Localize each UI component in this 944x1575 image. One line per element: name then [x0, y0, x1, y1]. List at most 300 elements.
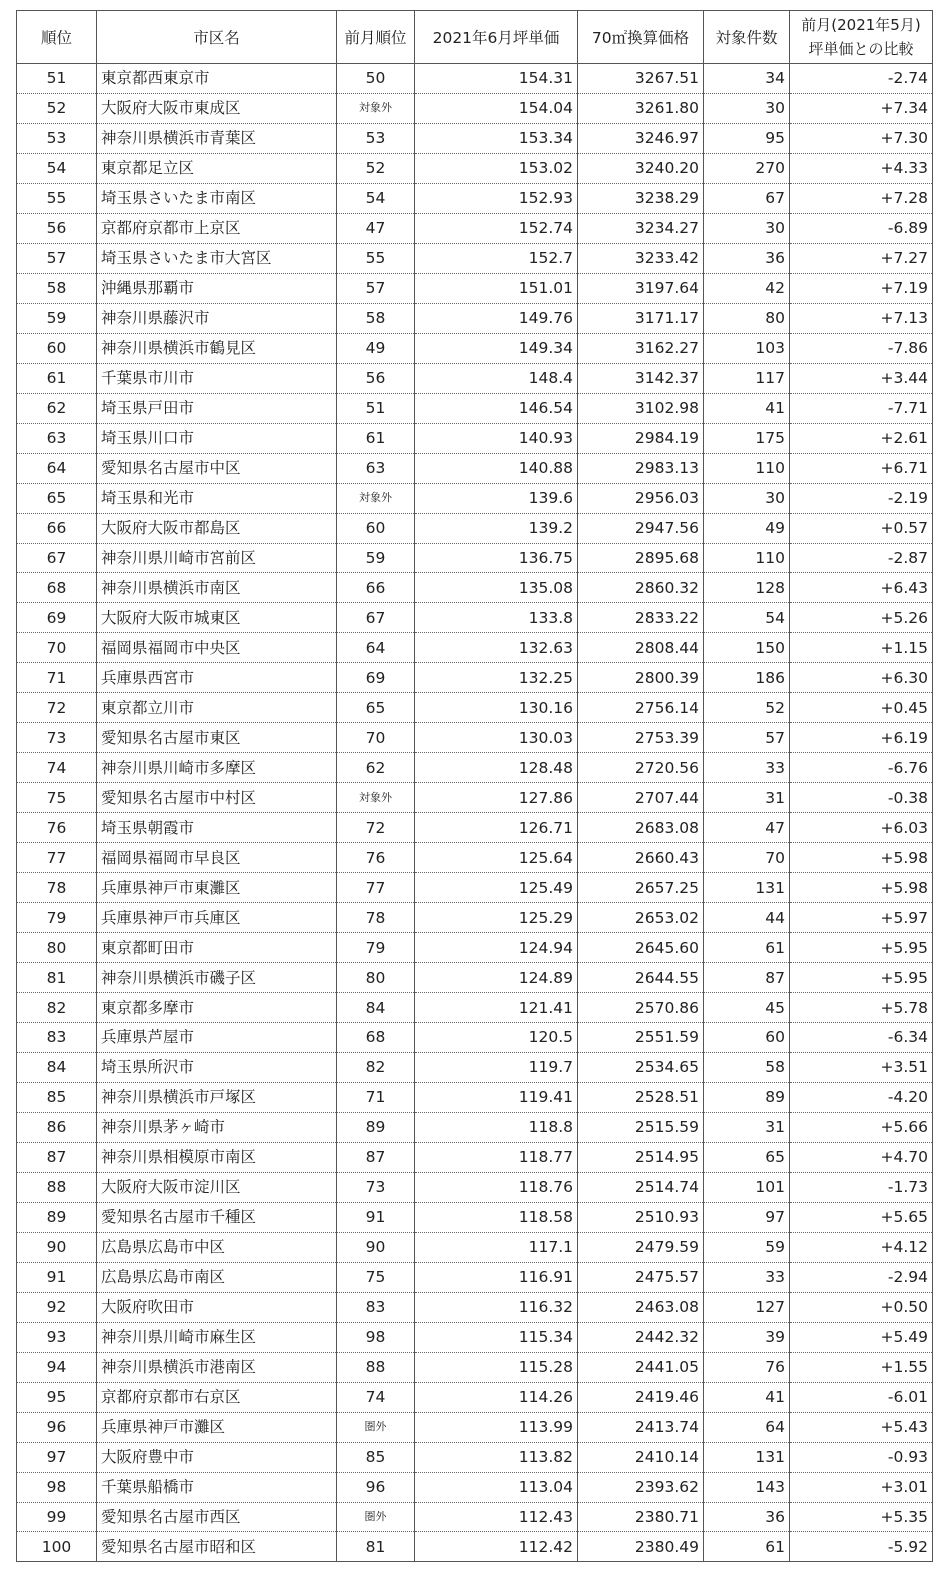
cell-tsubo-price: 132.25	[415, 663, 578, 693]
cell-rank: 83	[17, 1023, 97, 1053]
cell-price-70: 2720.56	[578, 753, 704, 783]
cell-rank: 54	[17, 153, 97, 183]
cell-city: 神奈川県茅ヶ崎市	[97, 1112, 337, 1142]
cell-compare: -0.38	[790, 783, 933, 813]
cell-count: 97	[704, 1202, 790, 1232]
cell-price-70: 3142.37	[578, 363, 704, 393]
cell-city: 広島県広島市南区	[97, 1262, 337, 1292]
cell-price-70: 2753.39	[578, 723, 704, 753]
cell-prev-rank: 85	[337, 1442, 415, 1472]
header-row	[17, 11, 933, 64]
table-row	[17, 183, 933, 213]
cell-rank: 91	[17, 1262, 97, 1292]
cell-rank: 81	[17, 963, 97, 993]
cell-price-70: 2660.43	[578, 843, 704, 873]
cell-rank: 66	[17, 513, 97, 543]
cell-count: 65	[704, 1142, 790, 1172]
cell-prev-rank: 61	[337, 423, 415, 453]
cell-count: 186	[704, 663, 790, 693]
cell-city: 神奈川県横浜市戸塚区	[97, 1082, 337, 1112]
table-row	[17, 1412, 933, 1442]
cell-prev-rank: 58	[337, 303, 415, 333]
cell-prev-rank: 64	[337, 633, 415, 663]
cell-rank: 72	[17, 693, 97, 723]
cell-compare: -0.93	[790, 1442, 933, 1472]
cell-city: 愛知県名古屋市東区	[97, 723, 337, 753]
cell-count: 45	[704, 993, 790, 1023]
cell-tsubo-price: 139.6	[415, 483, 578, 513]
cell-tsubo-price: 153.34	[415, 123, 578, 153]
table-row	[17, 1232, 933, 1262]
cell-price-70: 2441.05	[578, 1352, 704, 1382]
cell-price-70: 2860.32	[578, 573, 704, 603]
cell-tsubo-price: 152.7	[415, 243, 578, 273]
cell-city: 広島県広島市中区	[97, 1232, 337, 1262]
cell-compare: +3.01	[790, 1472, 933, 1502]
cell-city: 兵庫県芦屋市	[97, 1023, 337, 1053]
cell-compare: +5.98	[790, 843, 933, 873]
cell-city: 東京都足立区	[97, 153, 337, 183]
cell-price-70: 2683.08	[578, 813, 704, 843]
cell-tsubo-price: 152.74	[415, 213, 578, 243]
cell-prev-rank: 対象外	[337, 93, 415, 123]
table-row	[17, 903, 933, 933]
cell-city: 神奈川県横浜市磯子区	[97, 963, 337, 993]
cell-tsubo-price: 113.04	[415, 1472, 578, 1502]
cell-prev-rank: 55	[337, 243, 415, 273]
ranking-table	[16, 10, 933, 1562]
cell-price-70: 2833.22	[578, 603, 704, 633]
cell-tsubo-price: 116.32	[415, 1292, 578, 1322]
cell-rank: 99	[17, 1502, 97, 1532]
cell-tsubo-price: 139.2	[415, 513, 578, 543]
cell-price-70: 2380.71	[578, 1502, 704, 1532]
cell-prev-rank: 70	[337, 723, 415, 753]
cell-count: 87	[704, 963, 790, 993]
cell-price-70: 2756.14	[578, 693, 704, 723]
table-row	[17, 993, 933, 1023]
cell-tsubo-price: 146.54	[415, 393, 578, 423]
cell-price-70: 3102.98	[578, 393, 704, 423]
cell-city: 埼玉県朝霞市	[97, 813, 337, 843]
cell-rank: 88	[17, 1172, 97, 1202]
cell-compare: -2.74	[790, 64, 933, 94]
cell-prev-rank: 67	[337, 603, 415, 633]
cell-tsubo-price: 120.5	[415, 1023, 578, 1053]
cell-prev-rank: 66	[337, 573, 415, 603]
cell-rank: 84	[17, 1052, 97, 1082]
cell-tsubo-price: 135.08	[415, 573, 578, 603]
cell-rank: 59	[17, 303, 97, 333]
cell-rank: 53	[17, 123, 97, 153]
table-row	[17, 1322, 933, 1352]
cell-rank: 85	[17, 1082, 97, 1112]
cell-count: 64	[704, 1412, 790, 1442]
cell-count: 117	[704, 363, 790, 393]
cell-count: 80	[704, 303, 790, 333]
cell-rank: 67	[17, 543, 97, 573]
cell-city: 兵庫県西宮市	[97, 663, 337, 693]
cell-rank: 79	[17, 903, 97, 933]
cell-tsubo-price: 149.76	[415, 303, 578, 333]
table-row	[17, 1172, 933, 1202]
cell-prev-rank: 53	[337, 123, 415, 153]
cell-price-70: 2956.03	[578, 483, 704, 513]
cell-count: 58	[704, 1052, 790, 1082]
cell-price-70: 3171.17	[578, 303, 704, 333]
cell-price-70: 2410.14	[578, 1442, 704, 1472]
cell-rank: 52	[17, 93, 97, 123]
cell-city: 兵庫県神戸市兵庫区	[97, 903, 337, 933]
cell-prev-rank: 96	[337, 1472, 415, 1502]
header-rank: 順位	[17, 11, 97, 64]
cell-city: 大阪府大阪市城東区	[97, 603, 337, 633]
cell-count: 30	[704, 93, 790, 123]
cell-count: 127	[704, 1292, 790, 1322]
cell-price-70: 2514.74	[578, 1172, 704, 1202]
cell-rank: 80	[17, 933, 97, 963]
table-row	[17, 513, 933, 543]
cell-count: 67	[704, 183, 790, 213]
cell-rank: 55	[17, 183, 97, 213]
cell-price-70: 2393.62	[578, 1472, 704, 1502]
header-compare	[790, 11, 933, 64]
cell-tsubo-price: 127.86	[415, 783, 578, 813]
cell-count: 61	[704, 1532, 790, 1562]
cell-city: 東京都町田市	[97, 933, 337, 963]
cell-compare: +6.43	[790, 573, 933, 603]
cell-tsubo-price: 126.71	[415, 813, 578, 843]
cell-city: 大阪府豊中市	[97, 1442, 337, 1472]
cell-tsubo-price: 119.7	[415, 1052, 578, 1082]
cell-tsubo-price: 140.93	[415, 423, 578, 453]
cell-price-70: 3162.27	[578, 333, 704, 363]
cell-rank: 70	[17, 633, 97, 663]
cell-compare: +7.28	[790, 183, 933, 213]
cell-compare: +5.95	[790, 933, 933, 963]
cell-tsubo-price: 112.42	[415, 1532, 578, 1562]
cell-prev-rank: 49	[337, 333, 415, 363]
cell-city: 埼玉県さいたま市大宮区	[97, 243, 337, 273]
cell-price-70: 3233.42	[578, 243, 704, 273]
cell-price-70: 2380.49	[578, 1532, 704, 1562]
cell-count: 110	[704, 543, 790, 573]
table-row	[17, 933, 933, 963]
table-row	[17, 1023, 933, 1053]
cell-city: 愛知県名古屋市西区	[97, 1502, 337, 1532]
cell-count: 42	[704, 273, 790, 303]
cell-compare: +5.78	[790, 993, 933, 1023]
table-row	[17, 1262, 933, 1292]
cell-city: 東京都立川市	[97, 693, 337, 723]
cell-prev-rank: 88	[337, 1352, 415, 1382]
cell-tsubo-price: 133.8	[415, 603, 578, 633]
table-row	[17, 693, 933, 723]
cell-prev-rank: 81	[337, 1532, 415, 1562]
cell-prev-rank: 圏外	[337, 1502, 415, 1532]
table-row	[17, 1292, 933, 1322]
cell-rank: 78	[17, 873, 97, 903]
cell-count: 60	[704, 1023, 790, 1053]
table-body	[17, 64, 933, 1562]
cell-compare: -5.92	[790, 1532, 933, 1562]
cell-tsubo-price: 117.1	[415, 1232, 578, 1262]
cell-count: 36	[704, 243, 790, 273]
cell-city: 沖縄県那覇市	[97, 273, 337, 303]
cell-prev-rank: 51	[337, 393, 415, 423]
cell-compare: +0.50	[790, 1292, 933, 1322]
cell-rank: 92	[17, 1292, 97, 1322]
cell-city: 愛知県名古屋市中区	[97, 453, 337, 483]
cell-prev-rank: 50	[337, 64, 415, 94]
cell-price-70: 2653.02	[578, 903, 704, 933]
header-count: 対象件数	[704, 11, 790, 64]
cell-city: 愛知県名古屋市昭和区	[97, 1532, 337, 1562]
table-row	[17, 663, 933, 693]
cell-compare: +6.30	[790, 663, 933, 693]
cell-price-70: 2528.51	[578, 1082, 704, 1112]
cell-price-70: 3234.27	[578, 213, 704, 243]
cell-tsubo-price: 154.04	[415, 93, 578, 123]
cell-compare: -6.34	[790, 1023, 933, 1053]
cell-city: 京都府京都市上京区	[97, 213, 337, 243]
table-row	[17, 843, 933, 873]
table-row	[17, 123, 933, 153]
cell-price-70: 3240.20	[578, 153, 704, 183]
cell-compare: +0.45	[790, 693, 933, 723]
cell-tsubo-price: 113.82	[415, 1442, 578, 1472]
cell-tsubo-price: 118.58	[415, 1202, 578, 1232]
cell-city: 大阪府大阪市都島区	[97, 513, 337, 543]
cell-prev-rank: 47	[337, 213, 415, 243]
cell-rank: 64	[17, 453, 97, 483]
cell-prev-rank: 65	[337, 693, 415, 723]
cell-compare: -7.71	[790, 393, 933, 423]
cell-tsubo-price: 149.34	[415, 333, 578, 363]
table-row	[17, 483, 933, 513]
cell-city: 埼玉県和光市	[97, 483, 337, 513]
cell-prev-rank: 79	[337, 933, 415, 963]
cell-prev-rank: 77	[337, 873, 415, 903]
cell-tsubo-price: 125.29	[415, 903, 578, 933]
cell-tsubo-price: 124.89	[415, 963, 578, 993]
cell-tsubo-price: 128.48	[415, 753, 578, 783]
cell-compare: -1.73	[790, 1172, 933, 1202]
cell-tsubo-price: 136.75	[415, 543, 578, 573]
cell-count: 101	[704, 1172, 790, 1202]
cell-tsubo-price: 124.94	[415, 933, 578, 963]
cell-count: 52	[704, 693, 790, 723]
cell-city: 埼玉県所沢市	[97, 1052, 337, 1082]
cell-price-70: 3267.51	[578, 64, 704, 94]
cell-count: 54	[704, 603, 790, 633]
cell-count: 76	[704, 1352, 790, 1382]
cell-tsubo-price: 132.63	[415, 633, 578, 663]
cell-prev-rank: 54	[337, 183, 415, 213]
header-prev-rank: 前月順位	[337, 11, 415, 64]
cell-price-70: 2645.60	[578, 933, 704, 963]
table-row	[17, 333, 933, 363]
table-header	[17, 11, 933, 64]
cell-rank: 69	[17, 603, 97, 633]
cell-prev-rank: 91	[337, 1202, 415, 1232]
cell-prev-rank: 83	[337, 1292, 415, 1322]
cell-price-70: 2463.08	[578, 1292, 704, 1322]
cell-compare: +5.98	[790, 873, 933, 903]
cell-prev-rank: 62	[337, 753, 415, 783]
cell-price-70: 2644.55	[578, 963, 704, 993]
cell-compare: +5.49	[790, 1322, 933, 1352]
cell-price-70: 2707.44	[578, 783, 704, 813]
table-row	[17, 813, 933, 843]
table-row	[17, 273, 933, 303]
cell-city: 埼玉県戸田市	[97, 393, 337, 423]
cell-count: 41	[704, 1382, 790, 1412]
cell-count: 131	[704, 873, 790, 903]
cell-price-70: 2419.46	[578, 1382, 704, 1412]
cell-prev-rank: 73	[337, 1172, 415, 1202]
cell-tsubo-price: 148.4	[415, 363, 578, 393]
cell-price-70: 2570.86	[578, 993, 704, 1023]
cell-prev-rank: 52	[337, 153, 415, 183]
cell-rank: 87	[17, 1142, 97, 1172]
cell-rank: 60	[17, 333, 97, 363]
cell-count: 61	[704, 933, 790, 963]
cell-count: 103	[704, 333, 790, 363]
cell-prev-rank: 98	[337, 1322, 415, 1352]
cell-rank: 75	[17, 783, 97, 813]
cell-city: 埼玉県川口市	[97, 423, 337, 453]
cell-prev-rank: 87	[337, 1142, 415, 1172]
cell-compare: -2.19	[790, 483, 933, 513]
table-row	[17, 573, 933, 603]
table-row	[17, 1472, 933, 1502]
cell-compare: +2.61	[790, 423, 933, 453]
cell-compare: +4.70	[790, 1142, 933, 1172]
cell-count: 41	[704, 393, 790, 423]
cell-rank: 73	[17, 723, 97, 753]
cell-compare: +1.15	[790, 633, 933, 663]
cell-price-70: 3261.80	[578, 93, 704, 123]
cell-count: 70	[704, 843, 790, 873]
cell-tsubo-price: 140.88	[415, 453, 578, 483]
cell-rank: 74	[17, 753, 97, 783]
cell-compare: +7.13	[790, 303, 933, 333]
cell-compare: +4.33	[790, 153, 933, 183]
cell-price-70: 2895.68	[578, 543, 704, 573]
cell-count: 30	[704, 483, 790, 513]
cell-city: 神奈川県藤沢市	[97, 303, 337, 333]
cell-city: 神奈川県川崎市多摩区	[97, 753, 337, 783]
header-price-70: 70㎡換算価格	[578, 11, 704, 64]
cell-city: 神奈川県横浜市青葉区	[97, 123, 337, 153]
cell-count: 36	[704, 1502, 790, 1532]
cell-count: 39	[704, 1322, 790, 1352]
cell-prev-rank: 69	[337, 663, 415, 693]
table-row	[17, 1142, 933, 1172]
cell-count: 30	[704, 213, 790, 243]
table-row	[17, 153, 933, 183]
cell-compare: +7.34	[790, 93, 933, 123]
cell-city: 大阪府大阪市淀川区	[97, 1172, 337, 1202]
cell-rank: 100	[17, 1532, 97, 1562]
cell-city: 東京都西東京市	[97, 64, 337, 94]
cell-compare: -2.94	[790, 1262, 933, 1292]
table-row	[17, 873, 933, 903]
cell-prev-rank: 60	[337, 513, 415, 543]
cell-count: 34	[704, 64, 790, 94]
table-row	[17, 1352, 933, 1382]
cell-tsubo-price: 125.64	[415, 843, 578, 873]
cell-tsubo-price: 130.03	[415, 723, 578, 753]
cell-rank: 76	[17, 813, 97, 843]
cell-prev-rank: 80	[337, 963, 415, 993]
header-compare-line2: 坪単価との比較	[808, 40, 914, 58]
cell-rank: 62	[17, 393, 97, 423]
cell-compare: -4.20	[790, 1082, 933, 1112]
table-row	[17, 1442, 933, 1472]
table-row	[17, 93, 933, 123]
cell-city: 愛知県名古屋市中村区	[97, 783, 337, 813]
cell-city: 福岡県福岡市早良区	[97, 843, 337, 873]
cell-rank: 65	[17, 483, 97, 513]
cell-compare: +5.26	[790, 603, 933, 633]
cell-compare: +7.30	[790, 123, 933, 153]
cell-price-70: 2800.39	[578, 663, 704, 693]
cell-rank: 58	[17, 273, 97, 303]
cell-prev-rank: 74	[337, 1382, 415, 1412]
header-tsubo-price: 2021年6月坪単価	[415, 11, 578, 64]
table-row	[17, 1532, 933, 1562]
cell-rank: 95	[17, 1382, 97, 1412]
cell-prev-rank: 75	[337, 1262, 415, 1292]
cell-count: 49	[704, 513, 790, 543]
cell-compare: +7.27	[790, 243, 933, 273]
cell-tsubo-price: 130.16	[415, 693, 578, 723]
cell-compare: -6.01	[790, 1382, 933, 1412]
cell-tsubo-price: 118.8	[415, 1112, 578, 1142]
cell-count: 128	[704, 573, 790, 603]
cell-tsubo-price: 118.77	[415, 1142, 578, 1172]
cell-price-70: 2515.59	[578, 1112, 704, 1142]
cell-tsubo-price: 119.41	[415, 1082, 578, 1112]
table-row	[17, 363, 933, 393]
cell-prev-rank: 71	[337, 1082, 415, 1112]
cell-prev-rank: 63	[337, 453, 415, 483]
cell-prev-rank: 圏外	[337, 1412, 415, 1442]
cell-rank: 71	[17, 663, 97, 693]
cell-compare: +6.19	[790, 723, 933, 753]
table-row	[17, 1202, 933, 1232]
cell-rank: 89	[17, 1202, 97, 1232]
cell-price-70: 2514.95	[578, 1142, 704, 1172]
cell-price-70: 2808.44	[578, 633, 704, 663]
cell-city: 神奈川県相模原市南区	[97, 1142, 337, 1172]
cell-prev-rank: 57	[337, 273, 415, 303]
cell-count: 31	[704, 1112, 790, 1142]
cell-prev-rank: 対象外	[337, 783, 415, 813]
cell-prev-rank: 対象外	[337, 483, 415, 513]
cell-prev-rank: 59	[337, 543, 415, 573]
cell-compare: -7.86	[790, 333, 933, 363]
cell-tsubo-price: 115.34	[415, 1322, 578, 1352]
cell-count: 44	[704, 903, 790, 933]
cell-compare: +0.57	[790, 513, 933, 543]
cell-city: 埼玉県さいたま市南区	[97, 183, 337, 213]
cell-price-70: 2984.19	[578, 423, 704, 453]
table-row	[17, 213, 933, 243]
header-compare-line1: 前月(2021年5月)	[801, 16, 921, 34]
